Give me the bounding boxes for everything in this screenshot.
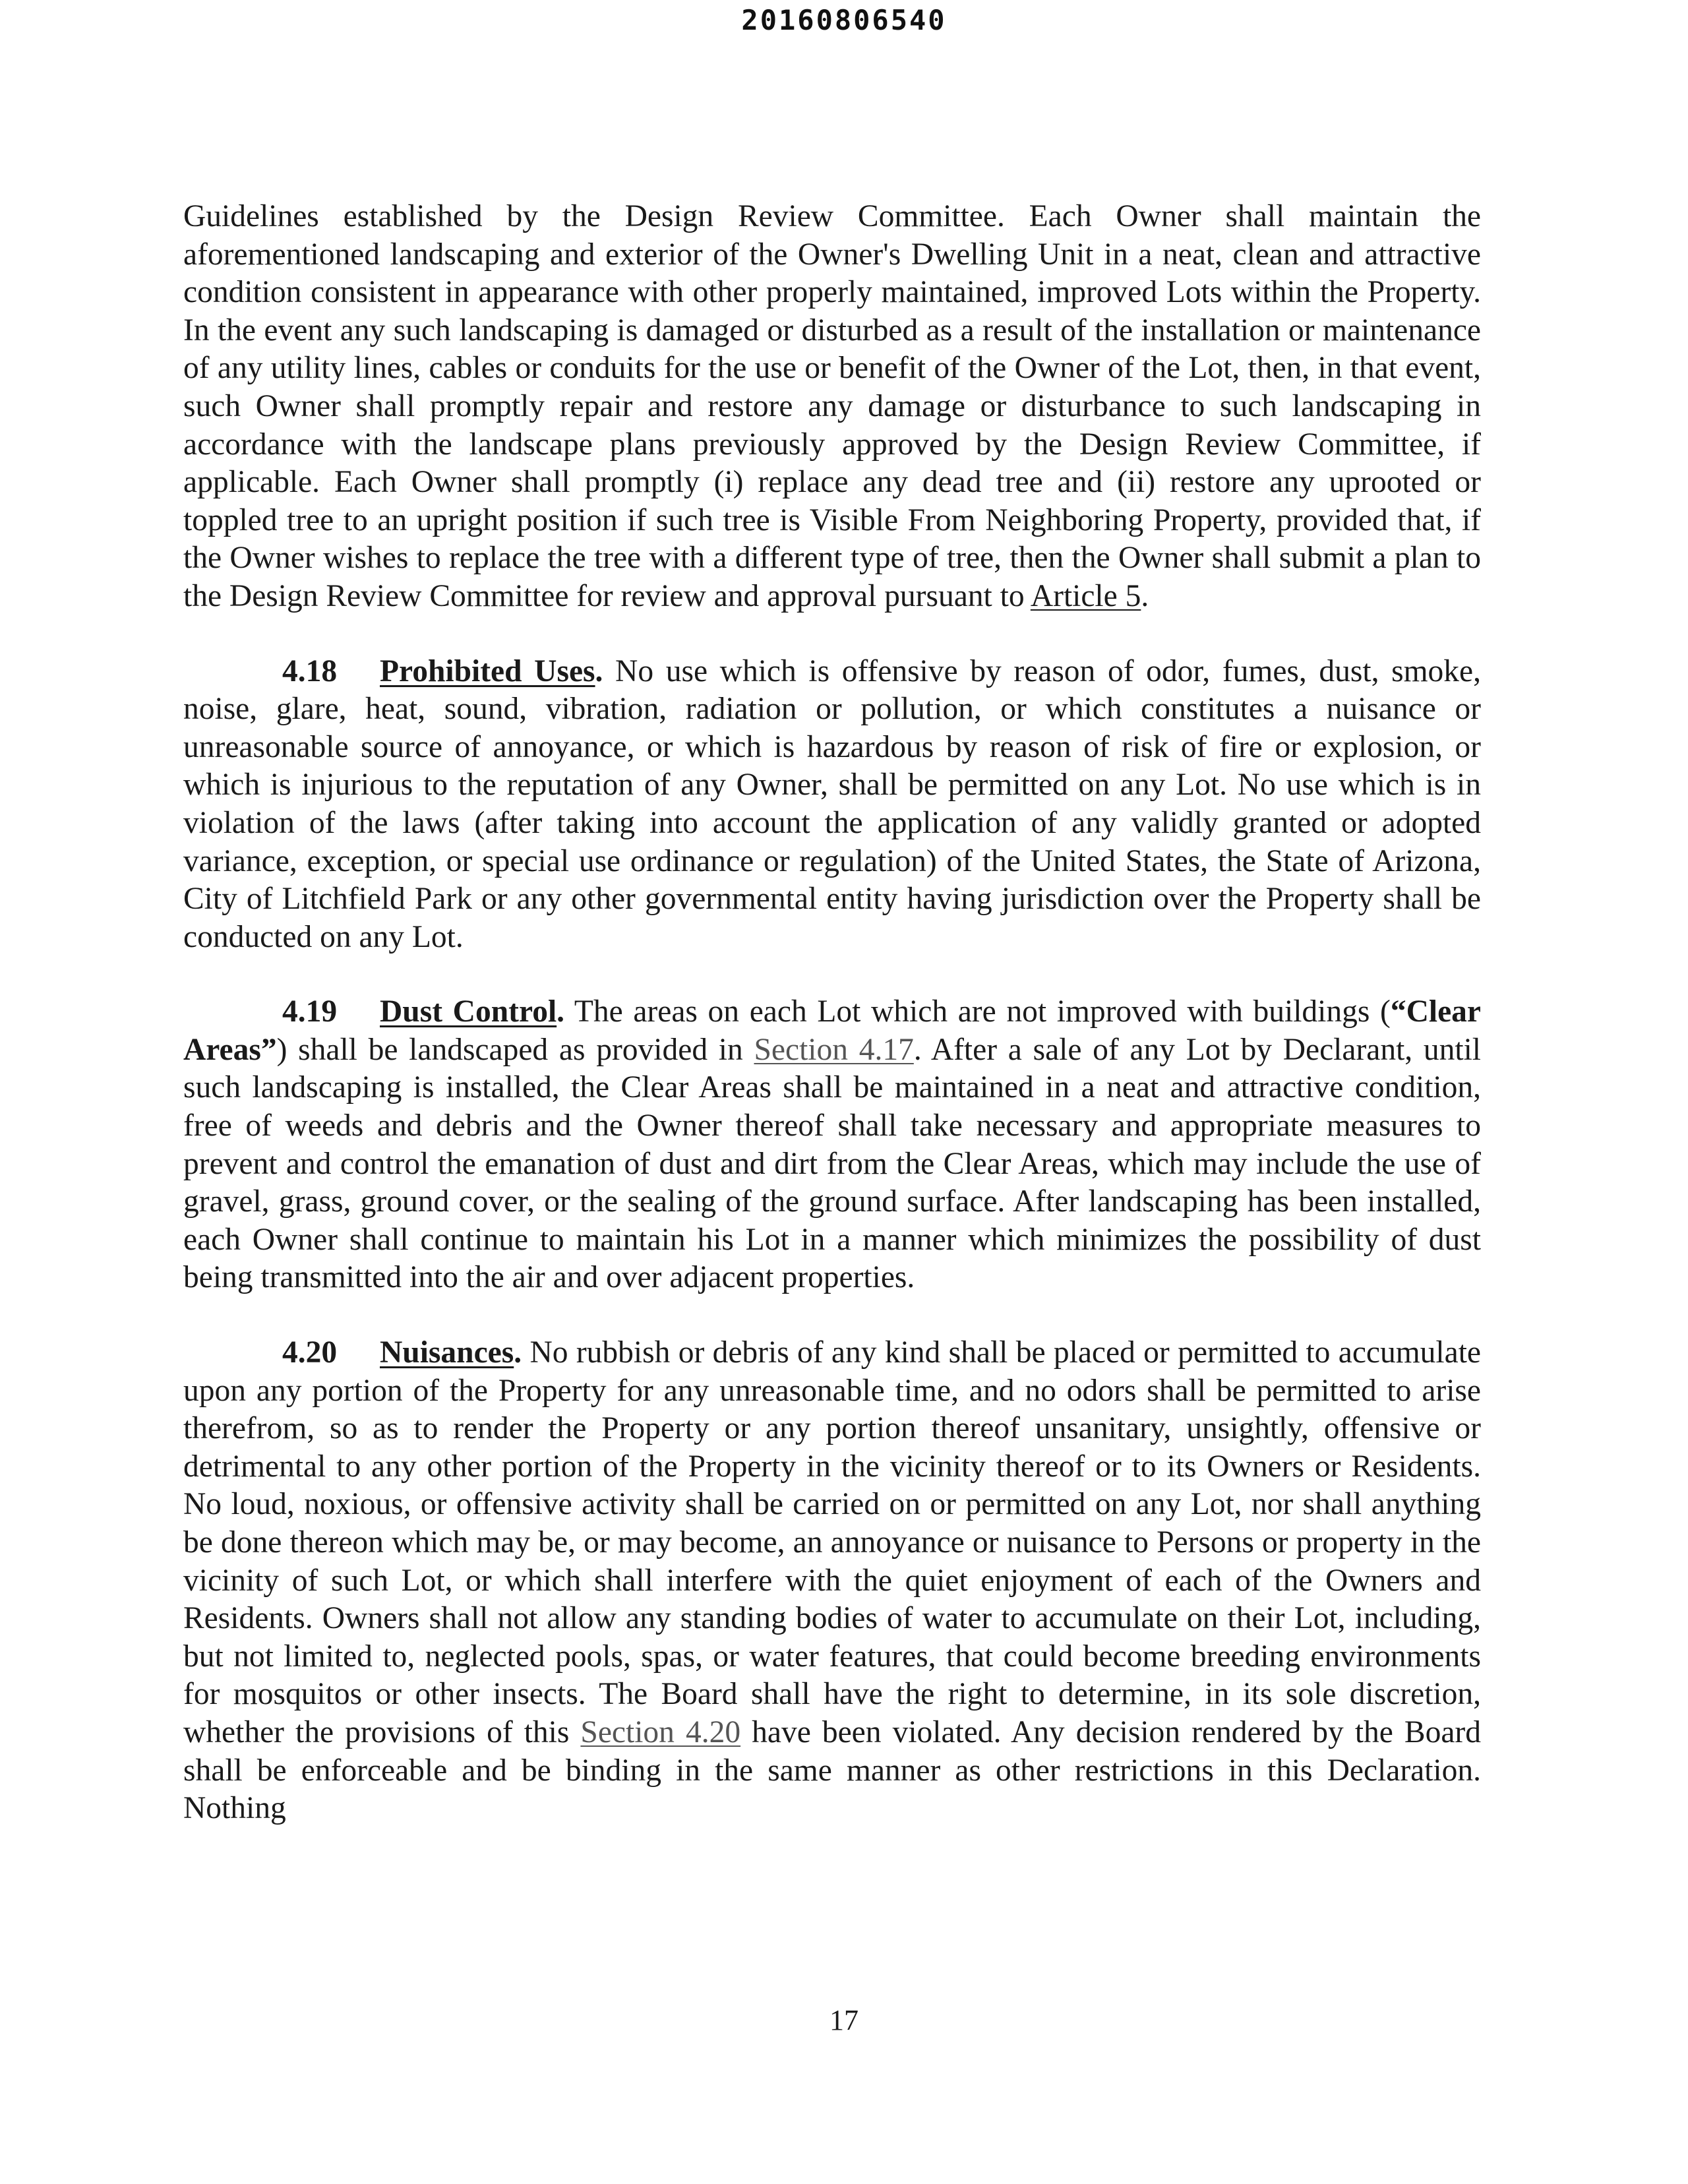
section-text: The areas on each Lot which are not improved with buildings (: [564, 994, 1391, 1029]
section-title-period: .: [514, 1335, 522, 1370]
defined-term-clear-areas: “Clear Areas”: [183, 994, 1482, 1067]
section-text: . After a sale of any Lot by Declarant, until such landscaping is installed, the Clear Areas shall be maintained in a neat and attractive condition, free of weeds and debris and the Owner thereof shall take necessary and appropriate measures to prevent and control the emanation of dust and dirt from the Clear Areas, which may include the use of gravel, grass, ground cover, or the sealing of the ground surface. After landscaping has been installed, each Owner shall continue to maintain his Lot in a manner which minimizes the possibility of dust being transmitted into the air and over adjacent properties.: [183, 1032, 1481, 1295]
section-4-20-reference: Section 4.20: [580, 1714, 741, 1749]
continuation-text: Guidelines established by the Design Review Committee. Each Owner shall maintain the aforementioned landscaping and exterior of the Owner's Dwelling Unit in a neat, clean and attractive condition consistent in appearance with other properly maintained, improved Lots within the Property. In the event any such landscaping is damaged or disturbed as a result of the installation or maintenance of any utility lines, cables or conduits for the use or benefit of the Owner of the Lot, then, in that event, such Owner shall promptly repair and restore any damage or disturbance to such landscaping in accordance with the landscape plans previously approved by the Design Review Committee, if applicable. Each Owner shall promptly (i) replace any dead tree and (ii) restore any uprooted or toppled tree to an upright position if such tree is Visible From Neighboring Property, provided that, if the Owner wishes to replace the tree with a different type of tree, then the Owner shall submit a plan to the Design Review Committee for review and approval pursuant to: [183, 199, 1481, 613]
continuation-text-end: .: [1141, 578, 1149, 613]
section-title: Prohibited Uses: [380, 653, 595, 688]
document-number: 20160806540: [741, 4, 947, 36]
section-4-20: [183, 1334, 1481, 1828]
section-text: No use which is offensive by reason of odor, fumes, dust, smoke, noise, glare, heat, sound, vibration, radiation or pollution, or which constitutes a nuisance or unreasonable source of annoyance, or which is hazardous by reason of risk of fire or explosion, or which is injurious to the reputation of any Owner, shall be permitted on any Lot. No use which is in violation of the laws (after taking into account the application of any validly granted or adopted variance, exception, or special use ordinance or regulation) of the United States, the State of Arizona, City of Litchfield Park or any other governmental entity having jurisdiction over the Property shall be conducted on any Lot.: [183, 653, 1481, 954]
page-number: 17: [829, 2004, 859, 2036]
section-number: 4.20: [282, 1335, 338, 1370]
section-number: 4.19: [282, 994, 338, 1029]
section-number: 4.18: [282, 653, 338, 688]
section-title: Nuisances: [380, 1335, 514, 1370]
section-title: Dust Control: [380, 994, 557, 1029]
section-title-period: .: [595, 653, 603, 688]
section-4-19: [183, 993, 1481, 1297]
section-title-period: .: [557, 994, 565, 1029]
section-4-17-reference: Section 4.17: [754, 1032, 914, 1067]
section-text: have been violated. Any decision rendered by the Board shall be enforceable and be binding in the same manner as other restrictions in this Declaration. Nothing: [183, 1714, 1481, 1826]
article-5-reference: Article 5: [1030, 578, 1141, 613]
section-text: No rubbish or debris of any kind shall be placed or permitted to accumulate upon any portion of the Property for any unreasonable time, and no odors shall be permitted to arise therefrom, so as to render the Property or any portion thereof unsanitary, unsightly, offensive or detrimental to any other portion of the Property in the vicinity thereof or to its Owners or Residents. No loud, noxious, or offensive activity shall be carried on or permitted on any Lot, nor shall anything be done thereon which may be, or may become, an annoyance or nuisance to Persons or property in the vicinity of such Lot, or which shall interfere with the quiet enjoyment of each of the Owners and Residents. Owners shall not allow any standing bodies of water to accumulate on their Lot, including, but not limited to, neglected pools, spas, or water features, that could become breeding environments for mosquitos or other insects. The Board shall have the right to determine, in its sole discretion, whether the provisions of this: [183, 1335, 1481, 1749]
document-body: [183, 198, 1481, 1865]
continuation-paragraph: [183, 198, 1481, 616]
section-4-18: [183, 653, 1481, 957]
section-text: ) shall be landscaped as provided in: [276, 1032, 754, 1067]
